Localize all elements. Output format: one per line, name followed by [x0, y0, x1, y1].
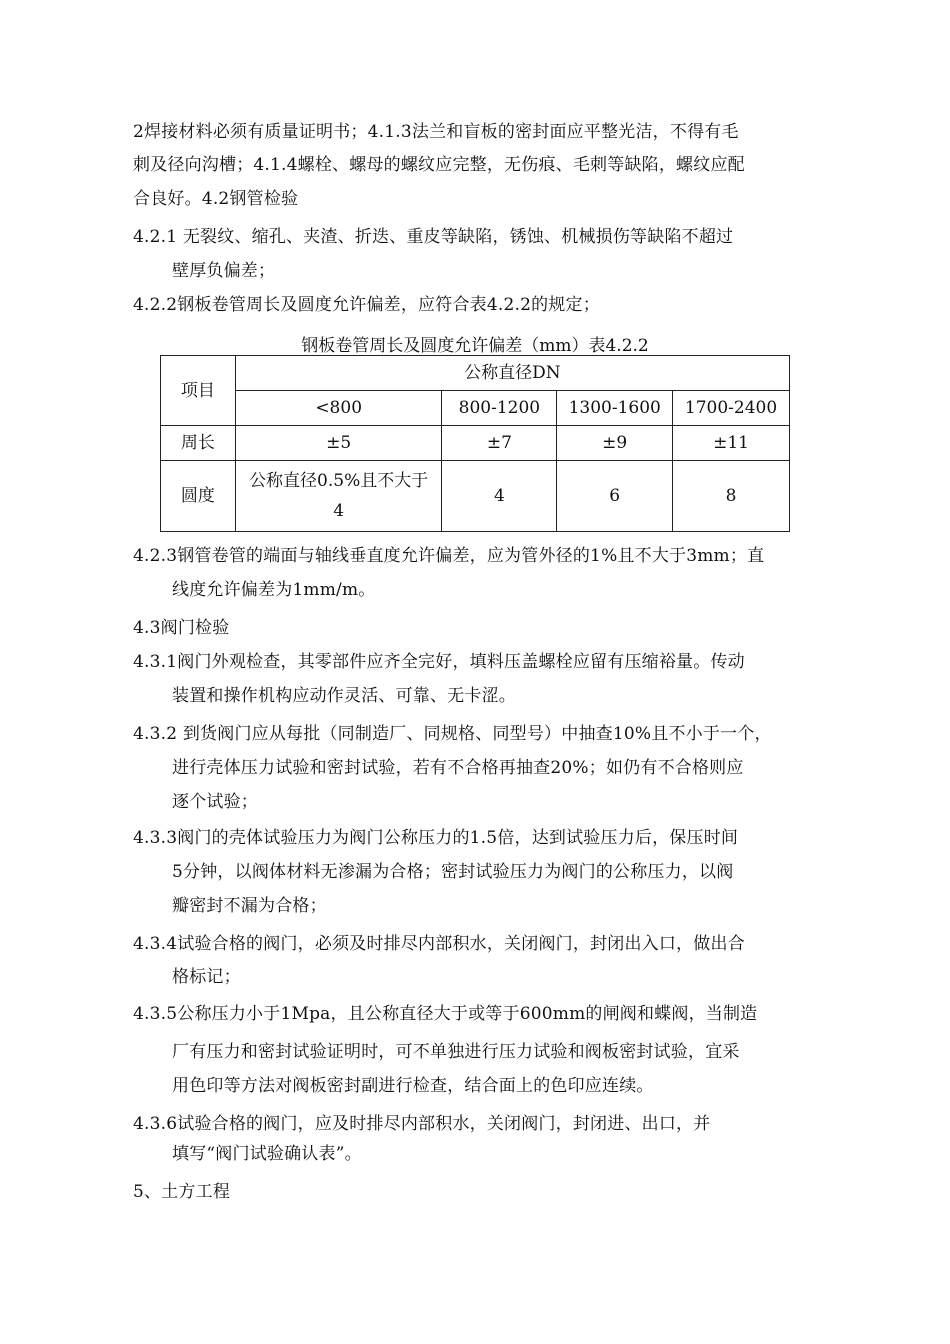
column-header: <800	[235, 391, 442, 426]
text-line: 4.2.1 无裂纹、缩孔、夹渣、折迭、重皮等缺陷，锈蚀、机械损伤等缺陷不超过	[133, 227, 734, 247]
text-line: 4.3.4试验合格的阀门，必须及时排尽内部积水，关闭阀门，封闭出入口，做出合	[133, 934, 745, 954]
row-label: 圆度	[161, 461, 236, 532]
section-heading: 4.3阀门检验	[133, 618, 230, 638]
column-header: 800-1200	[442, 391, 557, 426]
header-item-cell: 项目	[161, 356, 236, 426]
text-line: 线度允许偏差为1mm/m。	[172, 580, 376, 600]
row-label: 周长	[161, 426, 236, 461]
table-cell: ±11	[673, 426, 790, 461]
text-line: 装置和操作机构应动作灵活、可靠、无卡涩。	[172, 686, 516, 706]
text-line: 逐个试验；	[172, 792, 258, 812]
text-line: 4.3.1阀门外观检查，其零部件应齐全完好，填料压盖螺栓应留有压缩裕量。传动	[133, 652, 745, 672]
text-line: 格标记；	[172, 967, 241, 987]
text-line: 壁厚负偏差；	[172, 261, 276, 281]
text-line: 2焊接材料必须有质量证明书；4.1.3法兰和盲板的密封面应平整光洁，不得有毛	[133, 122, 739, 142]
text-line: 填写“阀门试验确认表”。	[172, 1144, 362, 1164]
text-line: 合良好。4.2钢管检验	[133, 189, 299, 209]
table-cell: ±9	[557, 426, 673, 461]
text-line: 用色印等方法对阀板密封副进行检查，结合面上的色印应连续。	[172, 1076, 654, 1096]
table-cell: 6	[557, 461, 673, 532]
table-row	[161, 461, 790, 532]
table-row	[161, 426, 790, 461]
table-cell: 公称直径0.5%且不大于4	[235, 461, 442, 532]
table-cell: 4	[442, 461, 557, 532]
column-header: 1300-1600	[557, 391, 673, 426]
text-line: 瓣密封不漏为合格；	[172, 896, 327, 916]
tolerance-table	[160, 355, 790, 532]
column-header: 1700-2400	[673, 391, 790, 426]
text-line: 进行壳体压力试验和密封试验，若有不合格再抽查20%；如仍有不合格则应	[172, 758, 744, 778]
text-line: 4.2.2钢板卷管周长及圆度允许偏差，应符合表4.2.2的规定；	[133, 295, 600, 315]
table-cell: ±7	[442, 426, 557, 461]
text-line: 4.3.2 到货阀门应从每批（同制造厂、同规格、同型号）中抽查10%且不小于一个，	[133, 724, 772, 744]
text-line: 4.2.3钢管卷管的端面与轴线垂直度允许偏差，应为管外径的1%且不大于3mm；直	[133, 546, 765, 566]
text-line: 5分钟，以阀体材料无渗漏为合格；密封试验压力为阀门的公称压力，以阀	[172, 862, 734, 882]
text-line: 厂有压力和密封试验证明时，可不单独进行压力试验和阀板密封试验，宜采	[172, 1042, 740, 1062]
table-caption: 钢板卷管周长及圆度允许偏差（mm）表4.2.2	[301, 336, 649, 356]
text-line: 4.3.6试验合格的阀门，应及时排尽内部积水，关闭阀门，封闭进、出口，并	[133, 1114, 711, 1134]
text-line: 4.3.3阀门的壳体试验压力为阀门公称压力的1.5倍，达到试验压力后，保压时间	[133, 828, 739, 848]
table-cell: 8	[673, 461, 790, 532]
text-line: 刺及径向沟槽；4.1.4螺栓、螺母的螺纹应完整，无伤痕、毛刺等缺陷，螺纹应配	[133, 155, 745, 175]
section-heading: 5、土方工程	[133, 1182, 231, 1202]
table-cell: ±5	[235, 426, 442, 461]
text-line: 4.3.5公称压力小于1Mpa，且公称直径大于或等于600mm的闸阀和蝶阀，当制造	[133, 1004, 758, 1024]
header-group-cell: 公称直径DN	[235, 356, 789, 391]
